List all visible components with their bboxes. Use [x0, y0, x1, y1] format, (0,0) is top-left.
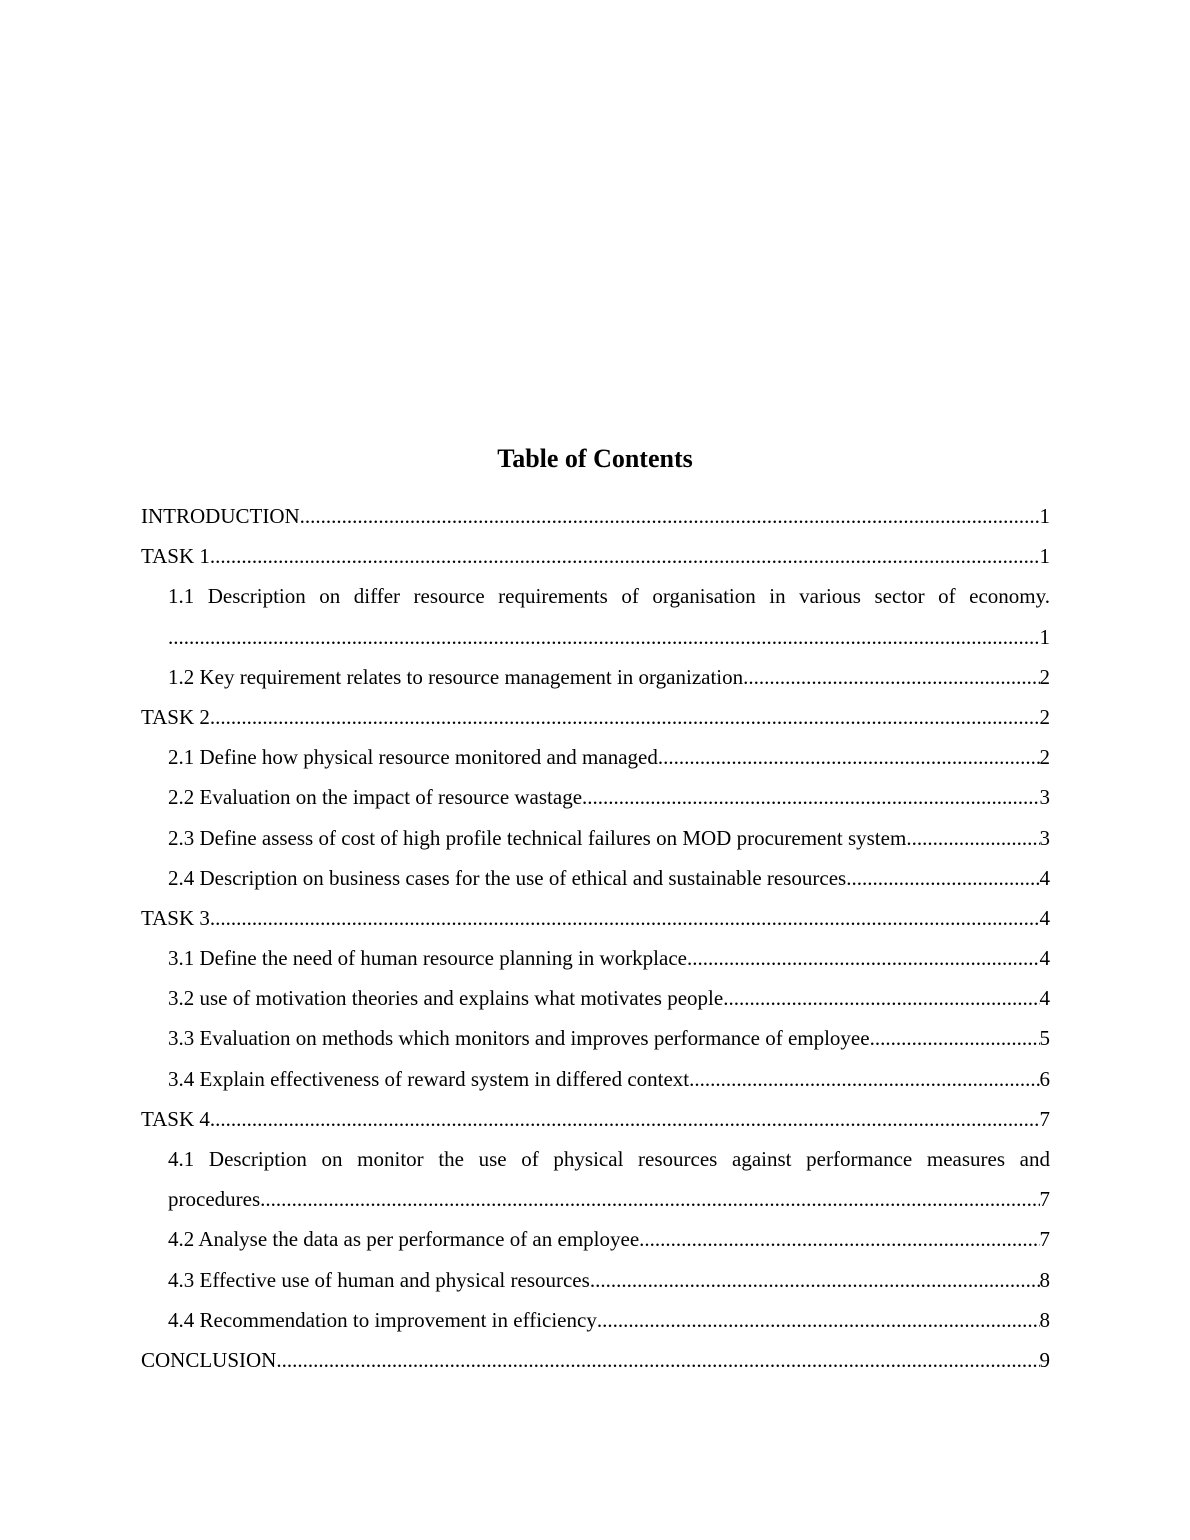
- toc-entry-text: 4.3 Effective use of human and physical resources: [168, 1267, 590, 1292]
- toc-page-number: 5: [1039, 1026, 1050, 1051]
- toc-entry-text: 2.4 Description on business cases for the use of ethical and sustainable resources.: [168, 865, 852, 890]
- toc-entry-text: 3.4 Explain effectiveness of reward system in differed context: [168, 1066, 690, 1091]
- toc-entry-task-1[interactable]: [141, 536, 1050, 576]
- toc-entry-task-2[interactable]: [141, 697, 1050, 737]
- dot-leader: [723, 978, 1039, 1018]
- dot-leader: [300, 496, 1040, 536]
- toc-page-number: 7: [1039, 1187, 1050, 1212]
- dot-leader: [689, 1059, 1039, 1099]
- toc-entry-3-1[interactable]: [141, 938, 1050, 978]
- dot-leader: [906, 818, 1039, 858]
- dot-leader: [597, 1300, 1040, 1340]
- toc-entry-3-4[interactable]: [141, 1059, 1050, 1099]
- dot-leader: [687, 938, 1040, 978]
- toc-entry-text: 2.2 Evaluation on the impact of resource wastage: [168, 785, 583, 810]
- toc-entry-task-3[interactable]: [141, 898, 1050, 938]
- toc-entry-4-4[interactable]: [141, 1300, 1050, 1340]
- toc-page-number: 3: [1039, 825, 1050, 850]
- toc-entry-text: 3.3 Evaluation on methods which monitors and improves performance of employee: [168, 1026, 870, 1051]
- table-of-contents: [141, 496, 1050, 1380]
- toc-entry-3-3[interactable]: [141, 1018, 1050, 1058]
- toc-entry-text: 4.2 Analyse the data as per performance of an employee: [168, 1227, 640, 1252]
- toc-entry-4-1[interactable]: [141, 1139, 1050, 1219]
- dot-leader: [870, 1018, 1040, 1058]
- toc-entry-text: TASK 1: [141, 544, 210, 569]
- toc-page-number: 7: [1039, 1106, 1050, 1131]
- dot-leader: [851, 858, 1039, 898]
- dot-leader: [210, 536, 1040, 576]
- dot-leader: [639, 1219, 1039, 1259]
- toc-entry-text: 4.4 Recommendation to improvement in efficiency: [168, 1307, 597, 1332]
- toc-page-number: 3: [1039, 785, 1050, 810]
- dot-leader: [260, 1179, 1039, 1219]
- toc-entry-4-3[interactable]: [141, 1260, 1050, 1300]
- toc-page-number: 2: [1039, 664, 1050, 689]
- dot-leader: [590, 1260, 1040, 1300]
- dot-leader: [658, 737, 1040, 777]
- toc-page-number: 2: [1039, 704, 1050, 729]
- dot-leader: [276, 1340, 1039, 1380]
- toc-entry-2-3[interactable]: [141, 818, 1050, 858]
- toc-page-number: 7: [1039, 1227, 1050, 1252]
- toc-page-number: 8: [1039, 1307, 1050, 1332]
- toc-page-number: 4: [1039, 946, 1050, 971]
- dot-leader: [210, 1099, 1040, 1139]
- toc-entry-introduction[interactable]: [141, 496, 1050, 536]
- toc-page-number: 1: [1039, 624, 1050, 649]
- dot-leader: [210, 697, 1040, 737]
- toc-entry-1-2[interactable]: [141, 657, 1050, 697]
- toc-entry-text: TASK 3: [141, 905, 210, 930]
- dot-leader: [582, 777, 1039, 817]
- toc-entry-2-2[interactable]: [141, 777, 1050, 817]
- toc-entry-2-4[interactable]: [141, 858, 1050, 898]
- dot-leader: [743, 657, 1039, 697]
- toc-page-number: 1: [1039, 504, 1050, 528]
- toc-page-number: 1: [1039, 544, 1050, 569]
- toc-entry-text: 2.3 Define assess of cost of high profile technical failures on MOD procurement system: [168, 825, 907, 850]
- toc-page-number: 4: [1039, 986, 1050, 1011]
- toc-page-number: 8: [1039, 1267, 1050, 1292]
- toc-page-number: 4: [1039, 905, 1050, 930]
- toc-entry-text: TASK 2: [141, 704, 210, 729]
- toc-entry-text: 3.2 use of motivation theories and explains what motivates people: [168, 986, 724, 1011]
- toc-entry-text: INTRODUCTION: [141, 504, 300, 528]
- toc-entry-3-2[interactable]: [141, 978, 1050, 1018]
- toc-entry-text: 1.2 Key requirement relates to resource management in organization: [168, 664, 744, 689]
- toc-entry-text: 3.1 Define the need of human resource planning in workplace: [168, 946, 687, 971]
- toc-entry-4-2[interactable]: [141, 1219, 1050, 1259]
- toc-entry-2-1[interactable]: [141, 737, 1050, 777]
- toc-entry-text-line1: 1.1 Description on differ resource requirements of organisation in various sector of economy.: [168, 584, 1050, 609]
- toc-page-number: 2: [1039, 745, 1050, 770]
- toc-page-number: 6: [1039, 1066, 1050, 1091]
- toc-entry-task-4[interactable]: [141, 1099, 1050, 1139]
- toc-entry-text-line1: 4.1 Description on monitor the use of physical resources against performance measures and: [168, 1147, 1050, 1171]
- toc-entry-conclusion[interactable]: [141, 1340, 1050, 1380]
- toc-entry-1-1[interactable]: [141, 576, 1050, 656]
- toc-entry-text: TASK 4: [141, 1106, 210, 1131]
- toc-page-number: 4: [1039, 865, 1050, 890]
- dot-leader: [168, 617, 1040, 657]
- toc-entry-text: 2.1 Define how physical resource monitored and managed: [168, 745, 658, 770]
- toc-page-number: 9: [1039, 1347, 1050, 1372]
- dot-leader: [210, 898, 1040, 938]
- toc-entry-text: CONCLUSION: [141, 1347, 277, 1372]
- toc-entry-text: procedures: [168, 1187, 261, 1212]
- toc-title: Table of Contents: [497, 444, 693, 473]
